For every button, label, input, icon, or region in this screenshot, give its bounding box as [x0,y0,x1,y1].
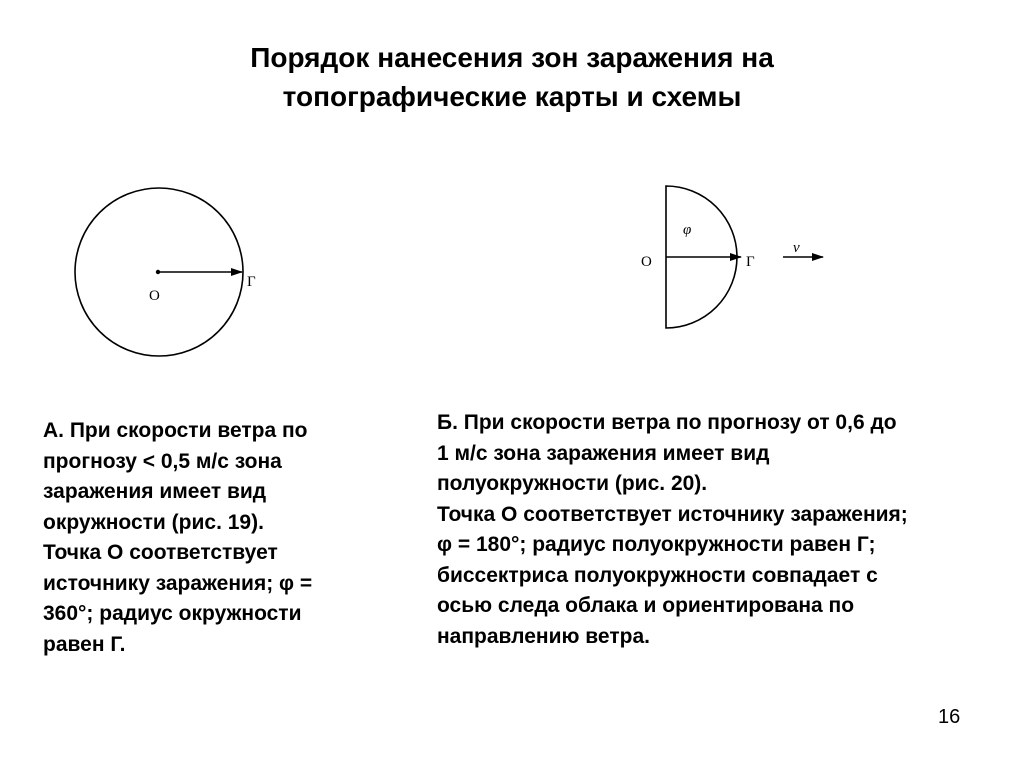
caption-b-line: биссектриса полуокружности совпадает с [437,563,878,587]
figure-a-circle-zone [75,188,256,356]
caption-a [43,416,388,660]
caption-b-line: осью следа облака и ориентирована по [437,594,855,617]
center-label: О [149,288,160,304]
caption-b-line: Б. При скорости ветра по прогнозу от 0,6 до [437,411,897,434]
angle-label: φ [683,222,692,238]
caption-a-line: А. При скорости ветра по [43,419,308,442]
caption-a-line: заражения имеет вид [43,480,267,503]
slide-title-line-1: Порядок нанесения зон заражения на [250,42,774,73]
radius-label: Г [746,254,755,270]
center-label: О [641,254,652,270]
caption-a-line: 360°; радиус окружности [43,602,302,625]
caption-a-line: окружности (рис. 19). [43,510,264,534]
radius-label: Г [247,274,256,290]
slide-number: 16 [938,706,961,728]
caption-b [437,408,1017,652]
caption-a-line: Точка О соответствует [43,541,278,564]
caption-b-line: φ = 180°; радиус полуокружности равен Г; [437,533,876,556]
caption-b-line: полуокружности (рис. 20). [437,472,708,495]
wind-label: v [793,240,800,256]
caption-b-line: направлению ветра. [437,624,650,648]
caption-b-line: Точка О соответствует источнику заражения; [437,502,908,526]
slide-title-line-2: топографические карты и схемы [282,81,742,112]
figure-b-semicircle-zone [641,186,823,328]
caption-a-line: прогнозу < 0,5 м/с зона [43,449,282,473]
caption-a-line: равен Г. [43,632,126,656]
caption-a-line: источнику заражения; φ = [43,571,313,595]
caption-b-line: 1 м/с зона заражения имеет вид [437,441,770,465]
